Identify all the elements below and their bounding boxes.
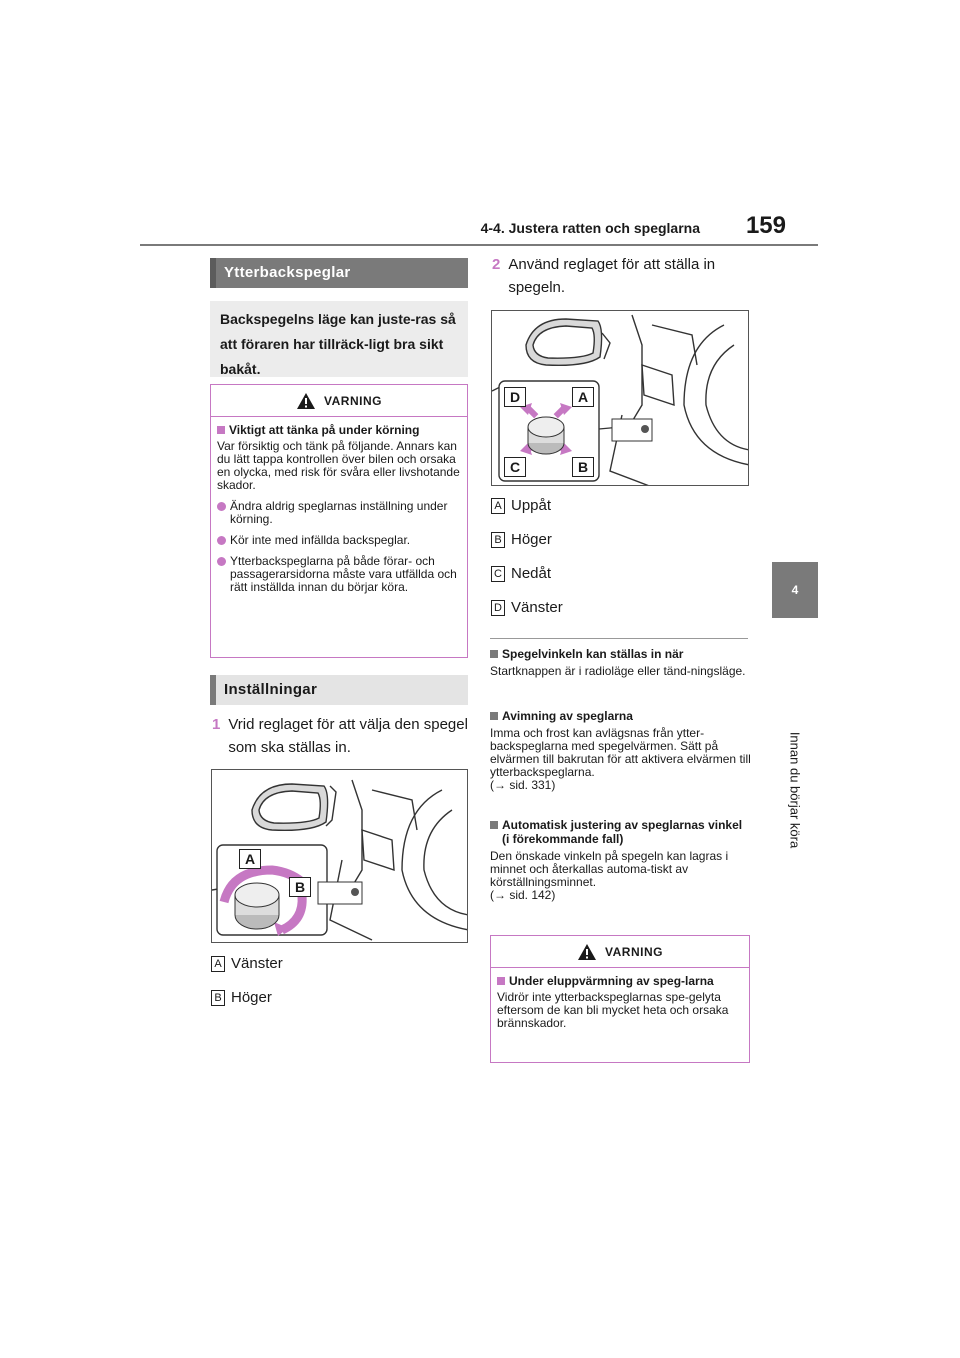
section-heading-settings	[210, 675, 468, 705]
chapter-side-label	[782, 700, 808, 880]
figure-label-d: D	[504, 387, 526, 407]
note-text: Den önskade vinkeln på spegeln kan lagras i minnet och återkallas automa-tiskt av körställningsminnet.	[490, 849, 729, 889]
warning-bullet	[217, 500, 461, 526]
note-text: Imma och frost kan avlägsnas från ytter-backspeglarna med spegelvärmen. Sätt på elvärmen till bakrutan för att aktivera elvärmen till ytterbackspeglarna.	[490, 726, 751, 779]
figure-label-c: C	[504, 457, 526, 477]
legend-text: Höger	[231, 989, 272, 1006]
legend-item	[211, 989, 272, 1006]
warning-bullet-text: Ytterbackspeglarna på både förar- och passagerarsidorna måste vara utfällda och rätt inställda innan du börjar köra.	[230, 554, 457, 594]
page-number: 159	[745, 212, 786, 239]
section-accent	[210, 675, 216, 705]
warning-subtitle-text: Viktigt att tänka på under körning	[229, 423, 420, 437]
warning-bullet-text: Ändra aldrig speglarnas inställning under körning.	[230, 499, 448, 526]
note-heading	[490, 647, 752, 661]
legend-text: Vänster	[231, 955, 283, 972]
note-page-reference: (→ sid. 331)	[490, 778, 556, 792]
square-bullet-icon	[217, 426, 225, 434]
legend-key: C	[491, 566, 505, 582]
figure-label-a: A	[572, 387, 594, 407]
warning-title: VARNING	[324, 393, 382, 408]
warning-subtitle	[217, 423, 461, 437]
warning-header	[211, 385, 467, 417]
note-defog	[490, 709, 752, 792]
figure-label-a: A	[239, 849, 261, 869]
legend-key: B	[211, 990, 225, 1006]
section-title: Inställningar	[224, 681, 318, 698]
legend-item	[491, 497, 551, 514]
square-bullet-icon	[497, 977, 505, 985]
warning-header	[491, 936, 749, 968]
step-2	[492, 253, 752, 299]
section-heading-mirrors	[210, 258, 468, 288]
chapter-tab: 4	[772, 562, 818, 618]
step-1	[212, 713, 468, 759]
note-title: Automatisk justering av speglarnas vinkel (i förekommande fall)	[502, 818, 743, 846]
section-accent	[210, 258, 216, 288]
note-heading	[490, 709, 752, 723]
legend-item	[211, 955, 283, 972]
legend-text: Höger	[511, 531, 552, 548]
figure-mirror-adjust-drawing	[492, 311, 749, 486]
note-title: Spegelvinkeln kan ställas in när	[502, 647, 684, 661]
square-bullet-icon	[490, 650, 498, 658]
legend-item	[491, 599, 563, 616]
warning-subtitle	[497, 974, 743, 988]
step-number: 1	[212, 716, 221, 733]
legend-key: D	[491, 600, 505, 616]
warning-text: Var försiktig och tänk på följande. Annars kan du lätt tappa kontrollen över bilen och orsaka en olycka, med risk för svåra eller livshotande skador.	[217, 439, 460, 492]
legend-text: Vänster	[511, 599, 563, 616]
figure-mirror-adjust	[491, 310, 749, 486]
figure-label-b: B	[289, 877, 311, 897]
warning-bullet-text: Kör inte med infällda backspeglar.	[230, 533, 411, 547]
legend-item	[491, 565, 551, 582]
figure-label-b: B	[572, 457, 594, 477]
warning-triangle-icon	[296, 392, 316, 410]
legend-key: B	[491, 532, 505, 548]
warning-bullet	[217, 555, 461, 594]
legend-key: A	[491, 498, 505, 514]
notes-divider	[490, 638, 748, 639]
figure-mirror-select	[211, 769, 468, 943]
chapter-side-label-text: Innan du börjar köra	[787, 731, 803, 849]
warning-subtitle-text: Under eluppvärmning av speg-larna	[509, 974, 714, 988]
round-bullet-icon	[217, 536, 226, 545]
note-heading	[490, 818, 752, 846]
note-auto-adjust	[490, 818, 752, 902]
note-title: Avimning av speglarna	[502, 709, 633, 723]
legend-text: Uppåt	[511, 497, 552, 514]
intro-text: Backspegelns läge kan juste-ras så att föraren har tillräck-ligt bra sikt bakåt.	[210, 301, 468, 377]
chapter-title: 4-4. Justera ratten och speglarna	[480, 220, 700, 236]
note-adjust-when	[490, 647, 752, 678]
header-divider	[140, 244, 818, 246]
section-title: Ytterbackspeglar	[224, 264, 351, 281]
warning-text: Vidrör inte ytterbackspeglarnas spe-gelyta eftersom de kan bli mycket heta och orsaka brännskador.	[497, 990, 729, 1030]
round-bullet-icon	[217, 502, 226, 511]
warning-bullet	[217, 534, 461, 547]
warning-title: VARNING	[605, 944, 663, 959]
legend-key: A	[211, 956, 225, 972]
warning-triangle-icon	[577, 943, 597, 961]
round-bullet-icon	[217, 557, 226, 566]
note-page-reference: (→ sid. 142)	[490, 888, 556, 902]
warning-box-heating	[490, 935, 750, 1063]
square-bullet-icon	[490, 712, 498, 720]
legend-text: Nedåt	[511, 565, 552, 582]
square-bullet-icon	[490, 821, 498, 829]
step-text: Använd reglaget för att ställa in spegeln.	[508, 256, 716, 296]
step-number: 2	[492, 256, 501, 273]
legend-item	[491, 531, 552, 548]
warning-box-driving	[210, 384, 468, 658]
note-text: Startknappen är i radioläge eller tänd-ningsläge.	[490, 664, 746, 678]
step-text: Vrid reglaget för att välja den spegel som ska ställas in.	[228, 716, 468, 756]
